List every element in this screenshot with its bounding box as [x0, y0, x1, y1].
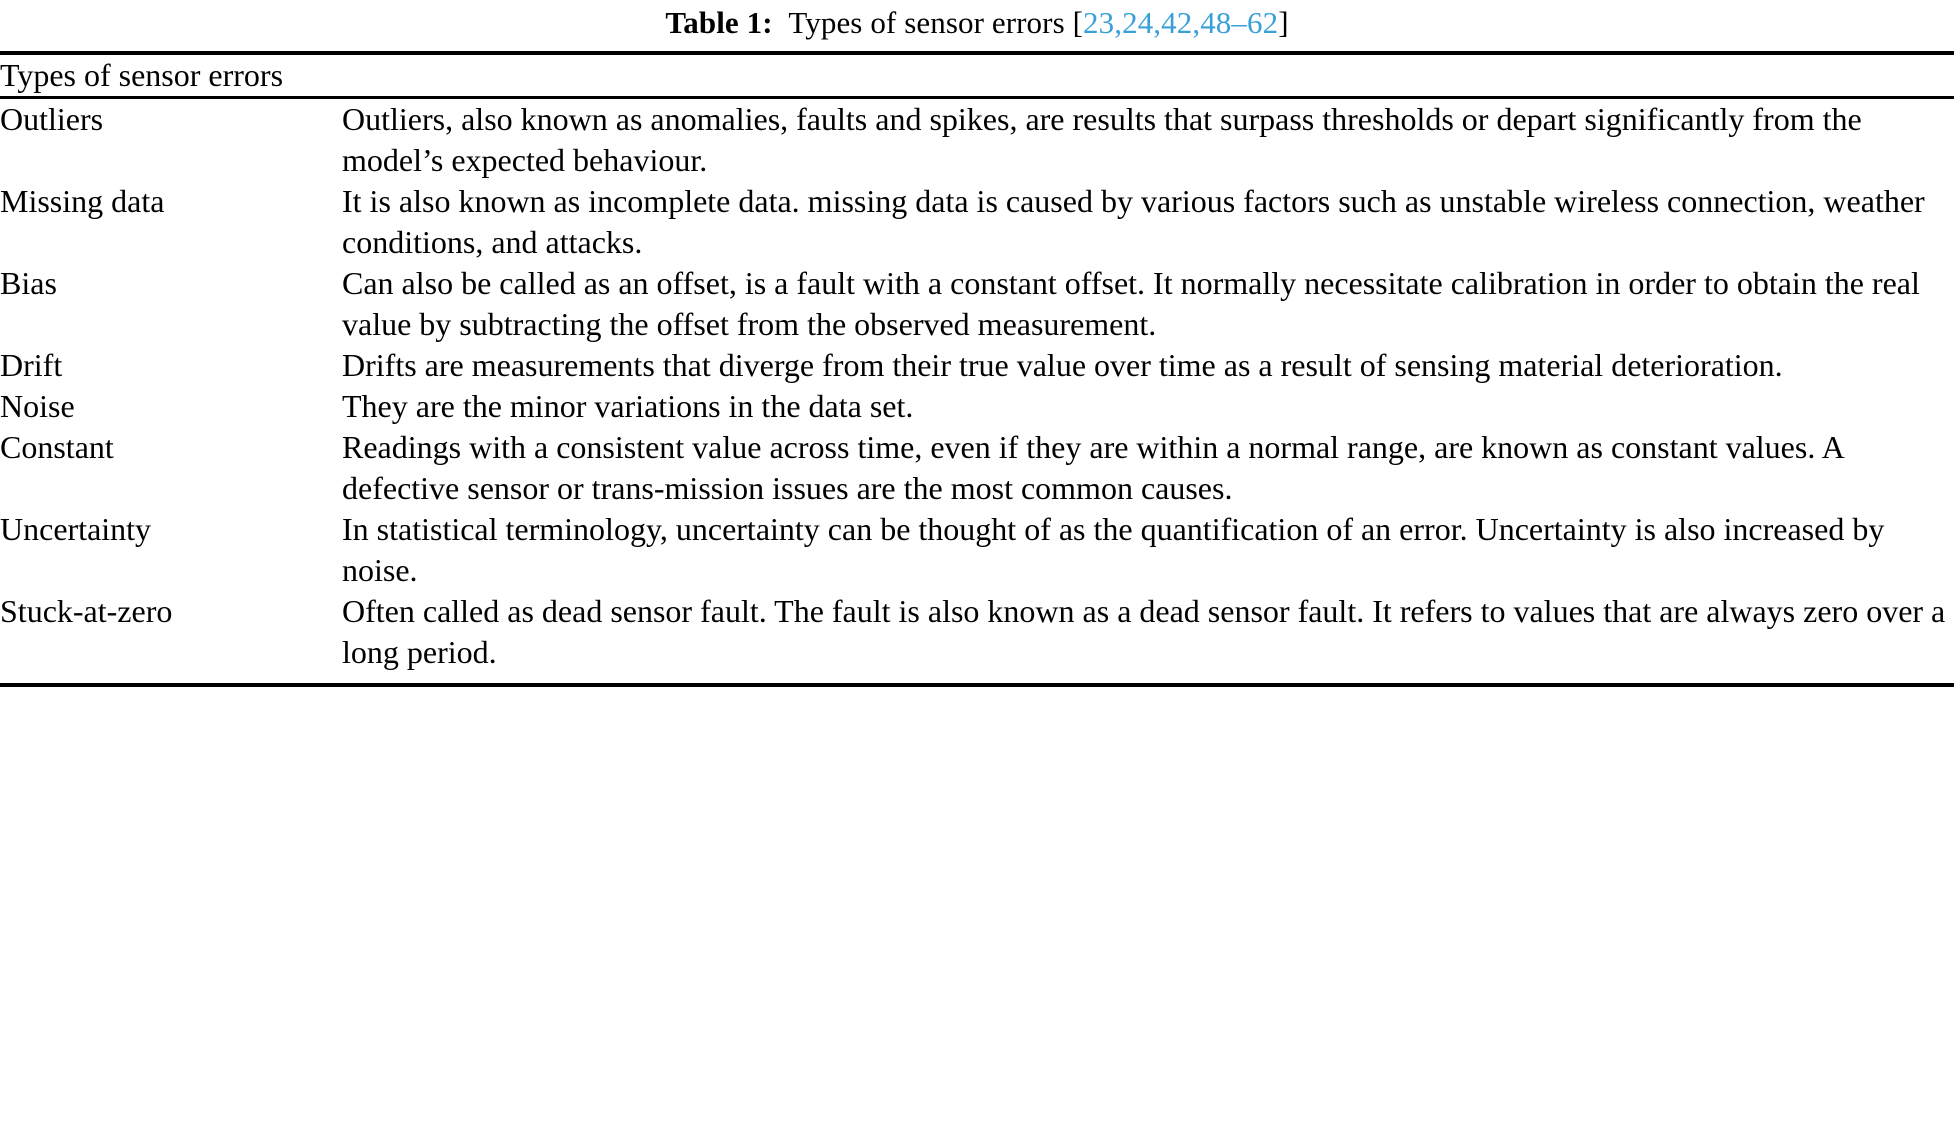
row-type-label: Constant [0, 429, 114, 465]
row-description-text: Outliers, also known as anomalies, faults and spikes, are results that surpass thresholds or depart significantly from the model’s expected behaviour. [342, 101, 1862, 178]
table-caption [0, 0, 1954, 51]
row-type-cell [0, 509, 342, 591]
table-row [0, 345, 1954, 386]
row-description-cell [342, 99, 1954, 181]
sensor-errors-table-body [0, 99, 1954, 683]
table-row [0, 509, 1954, 591]
row-type-cell [0, 99, 342, 181]
table-header-row [0, 55, 1954, 96]
row-type-label: Noise [0, 388, 75, 424]
caption-bracket-close: ] [1278, 5, 1289, 40]
table-row [0, 181, 1954, 263]
header-label: Types of sensor errors [0, 57, 284, 93]
row-type-label: Uncertainty [0, 511, 152, 547]
row-description-text: Readings with a consistent value across time, even if they are within a normal range, are known as constant values. A defective sensor or trans-mission issues are the most common causes. [342, 429, 1843, 506]
row-description-text: Can also be called as an offset, is a fault with a constant offset. It normally necessitate calibration in order to obtain the real value by subtracting the offset from the observed measurement. [342, 265, 1920, 342]
table-row [0, 263, 1954, 345]
sensor-errors-table [0, 55, 1954, 96]
header-cell-types [0, 55, 1954, 96]
row-type-cell [0, 263, 342, 345]
row-description-cell [342, 591, 1954, 683]
caption-bracket-open: [ [1072, 5, 1084, 40]
row-description-cell [342, 263, 1954, 345]
row-description-text: Often called as dead sensor fault. The fault is also known as a dead sensor fault. It refers to values that are always zero over a long period. [342, 593, 1946, 670]
table-row [0, 591, 1954, 683]
row-description-cell [342, 427, 1954, 509]
row-description-cell [342, 181, 1954, 263]
table-row [0, 386, 1954, 427]
caption-citation-link[interactable]: 23,24,42,48–62 [1083, 5, 1279, 40]
table-bottom-rule [0, 683, 1954, 687]
caption-text: Types of sensor errors [788, 5, 1065, 40]
table-row [0, 427, 1954, 509]
row-type-cell [0, 345, 342, 386]
row-description-cell [342, 386, 1954, 427]
row-description-cell [342, 509, 1954, 591]
row-description-text: It is also known as incomplete data. missing data is caused by various factors such as unstable wireless connection, weather conditions, and attacks. [342, 183, 1925, 260]
row-type-label: Stuck-at-zero [0, 593, 173, 629]
caption-label: Table 1: [665, 5, 773, 40]
row-description-text: In statistical terminology, uncertainty can be thought of as the quantification of an error. Uncertainty is also increased by noise. [342, 511, 1885, 588]
table-body [0, 55, 1954, 96]
row-type-label: Outliers [0, 101, 104, 137]
table-body-rows [0, 99, 1954, 683]
row-type-cell [0, 427, 342, 509]
table-row [0, 99, 1954, 181]
row-type-cell [0, 386, 342, 427]
row-type-label: Drift [0, 347, 63, 383]
row-description-cell [342, 345, 1954, 386]
row-type-cell [0, 591, 342, 683]
row-description-text: They are the minor variations in the data set. [342, 388, 914, 424]
row-type-label: Bias [0, 265, 57, 301]
row-description-text: Drifts are measurements that diverge from their true value over time as a result of sensing material deterioration. [342, 347, 1783, 383]
row-type-label: Missing data [0, 183, 165, 219]
row-type-cell [0, 181, 342, 263]
